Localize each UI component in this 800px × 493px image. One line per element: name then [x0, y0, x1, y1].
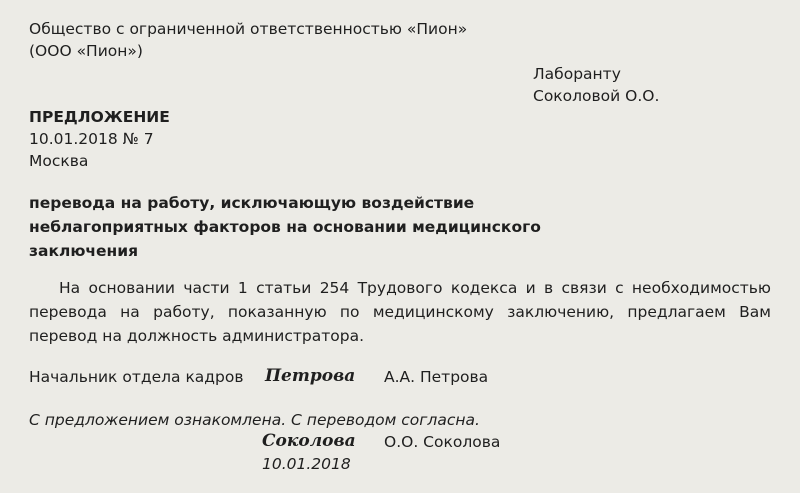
- document-body-text: На основании части 1 статьи 254 Трудового кодекса и в связи с необходимостью перевода на работу, показанную по медицинскому заключению, предлагаем Вам перевод на должность администратора.: [29, 279, 771, 345]
- document-body: [29, 276, 771, 348]
- signatory-name: А.А. Петрова: [384, 368, 489, 386]
- addressee-name: Соколовой О.О.: [533, 87, 660, 105]
- document-subject: перевода на работу, исключающую воздействие неблагоприятных факторов на основании медицинского заключения: [29, 194, 541, 260]
- organization-short-name: (ООО «Пион»): [29, 42, 143, 60]
- document-type: ПРЕДЛОЖЕНИЕ: [29, 108, 170, 126]
- signatory-position: Начальник отдела кадров: [29, 368, 244, 386]
- acknowledgement-date: 10.01.2018: [262, 455, 351, 473]
- signatory-signature: Петрова: [265, 366, 356, 386]
- organization-full-name: Общество с ограниченной ответственностью «Пион»: [29, 20, 468, 38]
- document-date-number: 10.01.2018 № 7: [29, 130, 154, 148]
- acknowledgement-text: С предложением ознакомлена. С переводом согласна.: [29, 411, 480, 429]
- document-place: Москва: [29, 152, 89, 170]
- acknowledgement-name: О.О. Соколова: [384, 433, 501, 451]
- acknowledgement-signature: Соколова: [262, 431, 356, 451]
- addressee-position: Лаборанту: [533, 65, 621, 83]
